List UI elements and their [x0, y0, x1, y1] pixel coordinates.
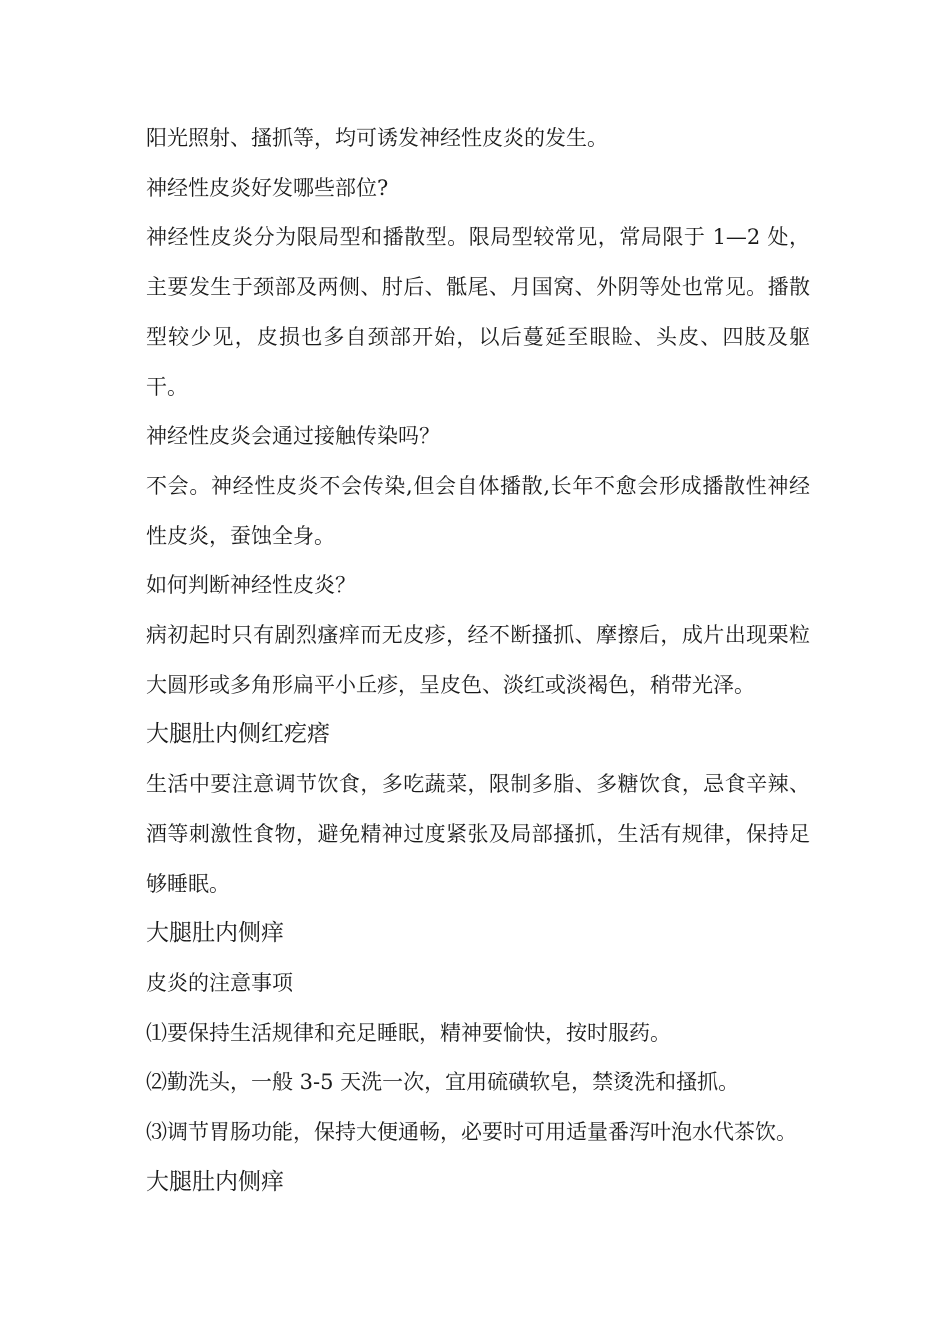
heading-itch-1: 大腿肚内侧痒: [146, 920, 284, 947]
paragraph-lifestyle: 生活中要注意调节饮食，多吃蔬菜，限制多脂、多糖饮食，忌食辛辣、酒等刺激性食物，避免精神过度紧张及局部搔抓，生活有规律，保持足够睡眠。: [146, 772, 810, 896]
paragraph-symptoms: 病初起时只有剧烈瘙痒而无皮疹，经不断搔抓、摩擦后，成片出现栗粒大圆形或多角形扁平小丘疹，呈皮色、淡红或淡褐色，稍带光泽。: [146, 623, 810, 697]
paragraph-types: 神经性皮炎分为限局型和播散型。限局型较常见，常局限于 1—2 处，主要发生于颈部及两侧、肘后、骶尾、月国窝、外阴等处也常见。播散型较少见，皮损也多自颈部开始，以后蔓延至眼睑、头皮、四肢及躯干。: [146, 225, 810, 399]
heading-itch-2: 大腿肚内侧痒: [146, 1168, 284, 1195]
question-contagious: 神经性皮炎会通过接触传染吗？: [146, 424, 440, 449]
precaution-item-2: ⑵勤洗头，一般 3-5 天洗一次，宜用硫磺软皂，禁烫洗和搔抓。: [146, 1070, 740, 1095]
question-sites: 神经性皮炎好发哪些部位?: [146, 175, 389, 200]
precaution-item-3: ⑶调节胃肠功能，保持大便通畅，必要时可用适量番泻叶泡水代茶饮。: [146, 1120, 797, 1145]
paragraph-not-contagious: 不会。神经性皮炎不会传染,但会自体播散,长年不愈会形成播散性神经性皮炎，蚕蚀全身。: [146, 473, 810, 548]
subheading-precautions: 皮炎的注意事项: [146, 970, 293, 995]
precaution-item-1: ⑴要保持生活规律和充足睡眠，精神要愉快，按时服药。: [146, 1020, 671, 1045]
heading-red-bumps: 大腿肚内侧红疙瘩: [146, 721, 330, 748]
paragraph-triggers: 阳光照射、搔抓等，均可诱发神经性皮炎的发生。: [146, 126, 608, 150]
question-diagnosis: 如何判断神经性皮炎？: [146, 573, 356, 598]
document-body: [146, 114, 810, 1207]
